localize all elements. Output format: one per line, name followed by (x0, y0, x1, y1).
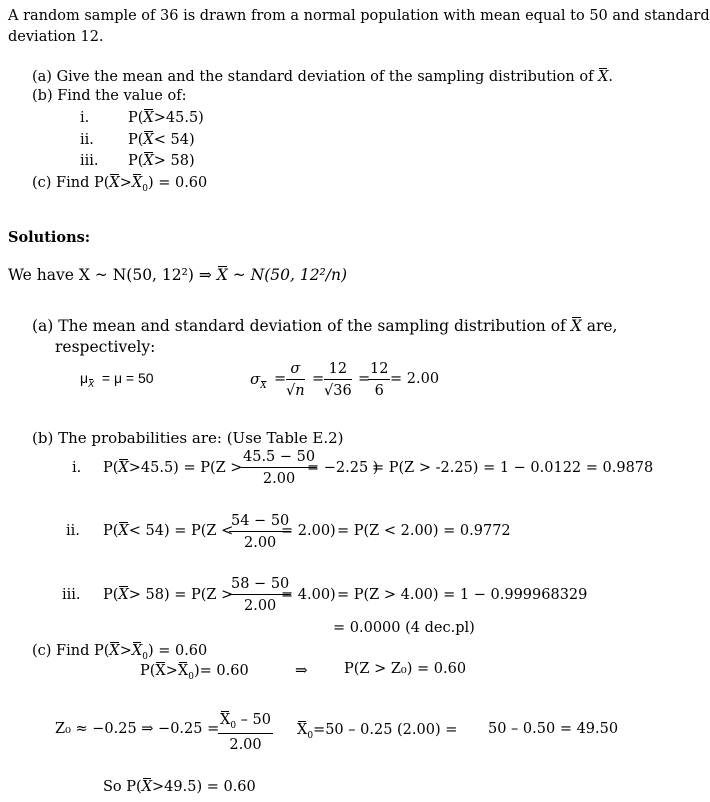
b-i-result: = P(Z > -2.25) = 1 − 0.0122 = 0.9878 (372, 460, 654, 476)
b-ii-after: = 2.00) (281, 523, 336, 539)
problem-line-2: deviation 12. (8, 29, 104, 45)
problem-b-ii-pre: P( (128, 132, 144, 148)
b-i-frac-num: 45.5 − 50 (241, 450, 317, 468)
so-post: >49.5) = 0.60 (152, 779, 256, 795)
sigma-symbol-line (250, 372, 267, 391)
frac-12b-num: 12 (368, 362, 390, 380)
problem-b-i (128, 109, 204, 126)
sigma-eq-2: = (312, 371, 325, 387)
xbar-symbol: X (118, 587, 129, 603)
problem-b-i-post: >45.5) (153, 110, 204, 126)
xbar-symbol: X (143, 153, 154, 169)
xbar-symbol: X (118, 523, 129, 539)
xo-result: 50 – 0.50 = 49.50 (488, 721, 619, 737)
xbar-symbol: X (177, 663, 189, 679)
sigma-eq-3: = (358, 371, 371, 387)
problem-b-ii (128, 131, 195, 148)
xbar-symbol: X (155, 663, 166, 679)
b-iii-result: = P(Z > 4.00) = 1 − 0.999968329 (337, 587, 588, 603)
part-c-heading (32, 642, 207, 662)
xo-sub: 0 (230, 720, 237, 731)
sigma-eq: = (274, 371, 287, 387)
problem-part-c (32, 174, 207, 194)
b-iii-frac-num: 58 − 50 (229, 577, 291, 595)
xbar-symbol: X (216, 266, 228, 284)
frac-sqrt36-den: √36 (324, 382, 352, 399)
xo-calc (297, 721, 457, 741)
problem-b-i-num: i. (80, 110, 90, 126)
so-line (103, 778, 256, 795)
xo-calc-sub: 0 (307, 730, 314, 741)
xbar-symbol: X (109, 175, 120, 191)
part-c-gt: > (119, 643, 132, 659)
xbar-symbol: X (141, 779, 153, 795)
b-i-pre: P( (103, 460, 119, 476)
xbar-symbol: X (143, 132, 154, 148)
problem-c-post: ) = 0.60 (147, 175, 208, 191)
xbar-symbol: X (143, 110, 154, 126)
part-b-heading: (b) The probabilities are: (Use Table E.2) (32, 429, 344, 447)
part-c-post: ) = 0.60 (147, 643, 208, 659)
part-a-heading-text: (a) The mean and standard deviation of the sampling distribution of (32, 317, 566, 335)
b-ii-frac-num: 54 − 50 (229, 514, 291, 532)
we-have-post: ~ N(50, 12²/n) (232, 266, 348, 284)
problem-line-1: A random sample of 36 is drawn from a normal population with mean equal to 50 and standard (8, 8, 710, 24)
b-ii-num: ii. (66, 523, 80, 539)
sigma-symbol: σ (250, 370, 261, 388)
we-have-line (8, 266, 347, 284)
problem-part-a (32, 68, 613, 85)
frac-12-num: 12 (324, 362, 352, 380)
part-c-line-2 (140, 662, 249, 682)
problem-c-gt: > (119, 175, 132, 191)
frac-12-6 (368, 362, 390, 398)
problem-b-iii (128, 152, 195, 169)
problem-b-iii-pre: P( (128, 153, 144, 169)
part-c-pre: (c) Find P( (32, 643, 110, 659)
b-iii-result-2: = 0.0000 (4 dec.pl) (333, 620, 475, 636)
part-c-line2-right: P(Z > Z₀) = 0.60 (344, 661, 467, 677)
problem-c-pre: (c) Find P( (32, 175, 110, 191)
b-ii-result: = P(Z < 2.00) = 0.9772 (337, 523, 511, 539)
frac-6-den: 6 (374, 382, 384, 399)
part-a-heading-end: are, (586, 317, 618, 335)
z0-line: Z₀ ≈ −0.25 ⇒ −0.25 = (55, 721, 220, 737)
b-i-after: = −2.25 ) (307, 460, 379, 476)
solutions-heading: Solutions: (8, 229, 91, 246)
part-c-sub: 0 (142, 651, 148, 662)
mean-equation (80, 371, 154, 389)
b-ii-mid: < 54) = P(Z < (128, 523, 234, 539)
b-iii-pre: P( (103, 587, 119, 603)
we-have-pre: We have X ~ N(50, 12²) ⇒ (8, 266, 212, 284)
b-iii-after: = 4.00) (281, 587, 336, 603)
xbar-symbol: X (297, 722, 308, 738)
problem-b-ii-num: ii. (80, 132, 94, 148)
b-i-frac-den: 2.00 (262, 470, 296, 487)
problem-b-ii-post: < 54) (153, 132, 195, 148)
mu-symbol: μ (80, 370, 89, 386)
mean-value: = μ = 50 (101, 370, 154, 386)
problem-part-a-end: . (608, 69, 614, 85)
problem-part-a-text: (a) Give the mean and the standard deviation of the sampling distribution of (32, 69, 594, 85)
xbar-symbol: X (220, 712, 231, 728)
xbar-symbol: X (131, 175, 143, 191)
xbar-symbol: X (598, 69, 609, 85)
part-a-heading-2: respectively: (55, 338, 156, 356)
so-pre: So P( (103, 779, 142, 795)
frac-12-sqrt36 (324, 362, 352, 398)
xo-frac-num (218, 711, 273, 734)
xo-fraction (218, 711, 273, 752)
b-i-mid: >45.5) = P(Z > (128, 460, 243, 476)
xbar-symbol: X (109, 643, 120, 659)
part-a-heading (32, 317, 617, 335)
b-i-fraction (241, 450, 317, 486)
b-ii-frac-den: 2.00 (243, 534, 277, 551)
b-iii-mid: > 58) = P(Z > (128, 587, 234, 603)
problem-c-sub: 0 (142, 183, 148, 194)
xo-frac-num-text: – 50 (240, 712, 271, 728)
b-ii-lhs (103, 522, 233, 539)
frac-sigma-sqrt-n (286, 362, 305, 398)
b-iii-num: iii. (62, 587, 81, 603)
implies-arrow: ⇒ (295, 661, 308, 679)
xbar-symbol: X (118, 460, 129, 476)
xbar-symbol: X (570, 317, 582, 335)
b-iii-frac-den: 2.00 (243, 597, 277, 614)
xbar-symbol: X (131, 643, 143, 659)
b-iii-lhs (103, 586, 233, 603)
b-ii-pre: P( (103, 523, 119, 539)
xo-calc-text: =50 – 0.25 (2.00) = (313, 722, 458, 738)
problem-part-b: (b) Find the value of: (32, 88, 187, 104)
frac-sigma-den: √n (286, 382, 305, 399)
b-i-lhs (103, 459, 242, 476)
part-c-line2-sub: 0 (188, 671, 194, 682)
xbar-symbol: X (260, 381, 267, 391)
problem-b-i-pre: P( (128, 110, 144, 126)
sigma-result: = 2.00 (390, 371, 440, 387)
b-i-num: i. (72, 460, 82, 476)
problem-b-iii-post: > 58) (153, 153, 195, 169)
problem-b-iii-num: iii. (80, 153, 99, 169)
part-c-line2-pre: P( (140, 663, 156, 679)
xbar-symbol: X (88, 378, 95, 389)
part-c-line2-post: )= 0.60 (193, 663, 249, 679)
xo-frac-den: 2.00 (229, 736, 262, 753)
part-c-line2-gt: > (165, 663, 178, 679)
frac-sigma-num: σ (286, 362, 305, 380)
